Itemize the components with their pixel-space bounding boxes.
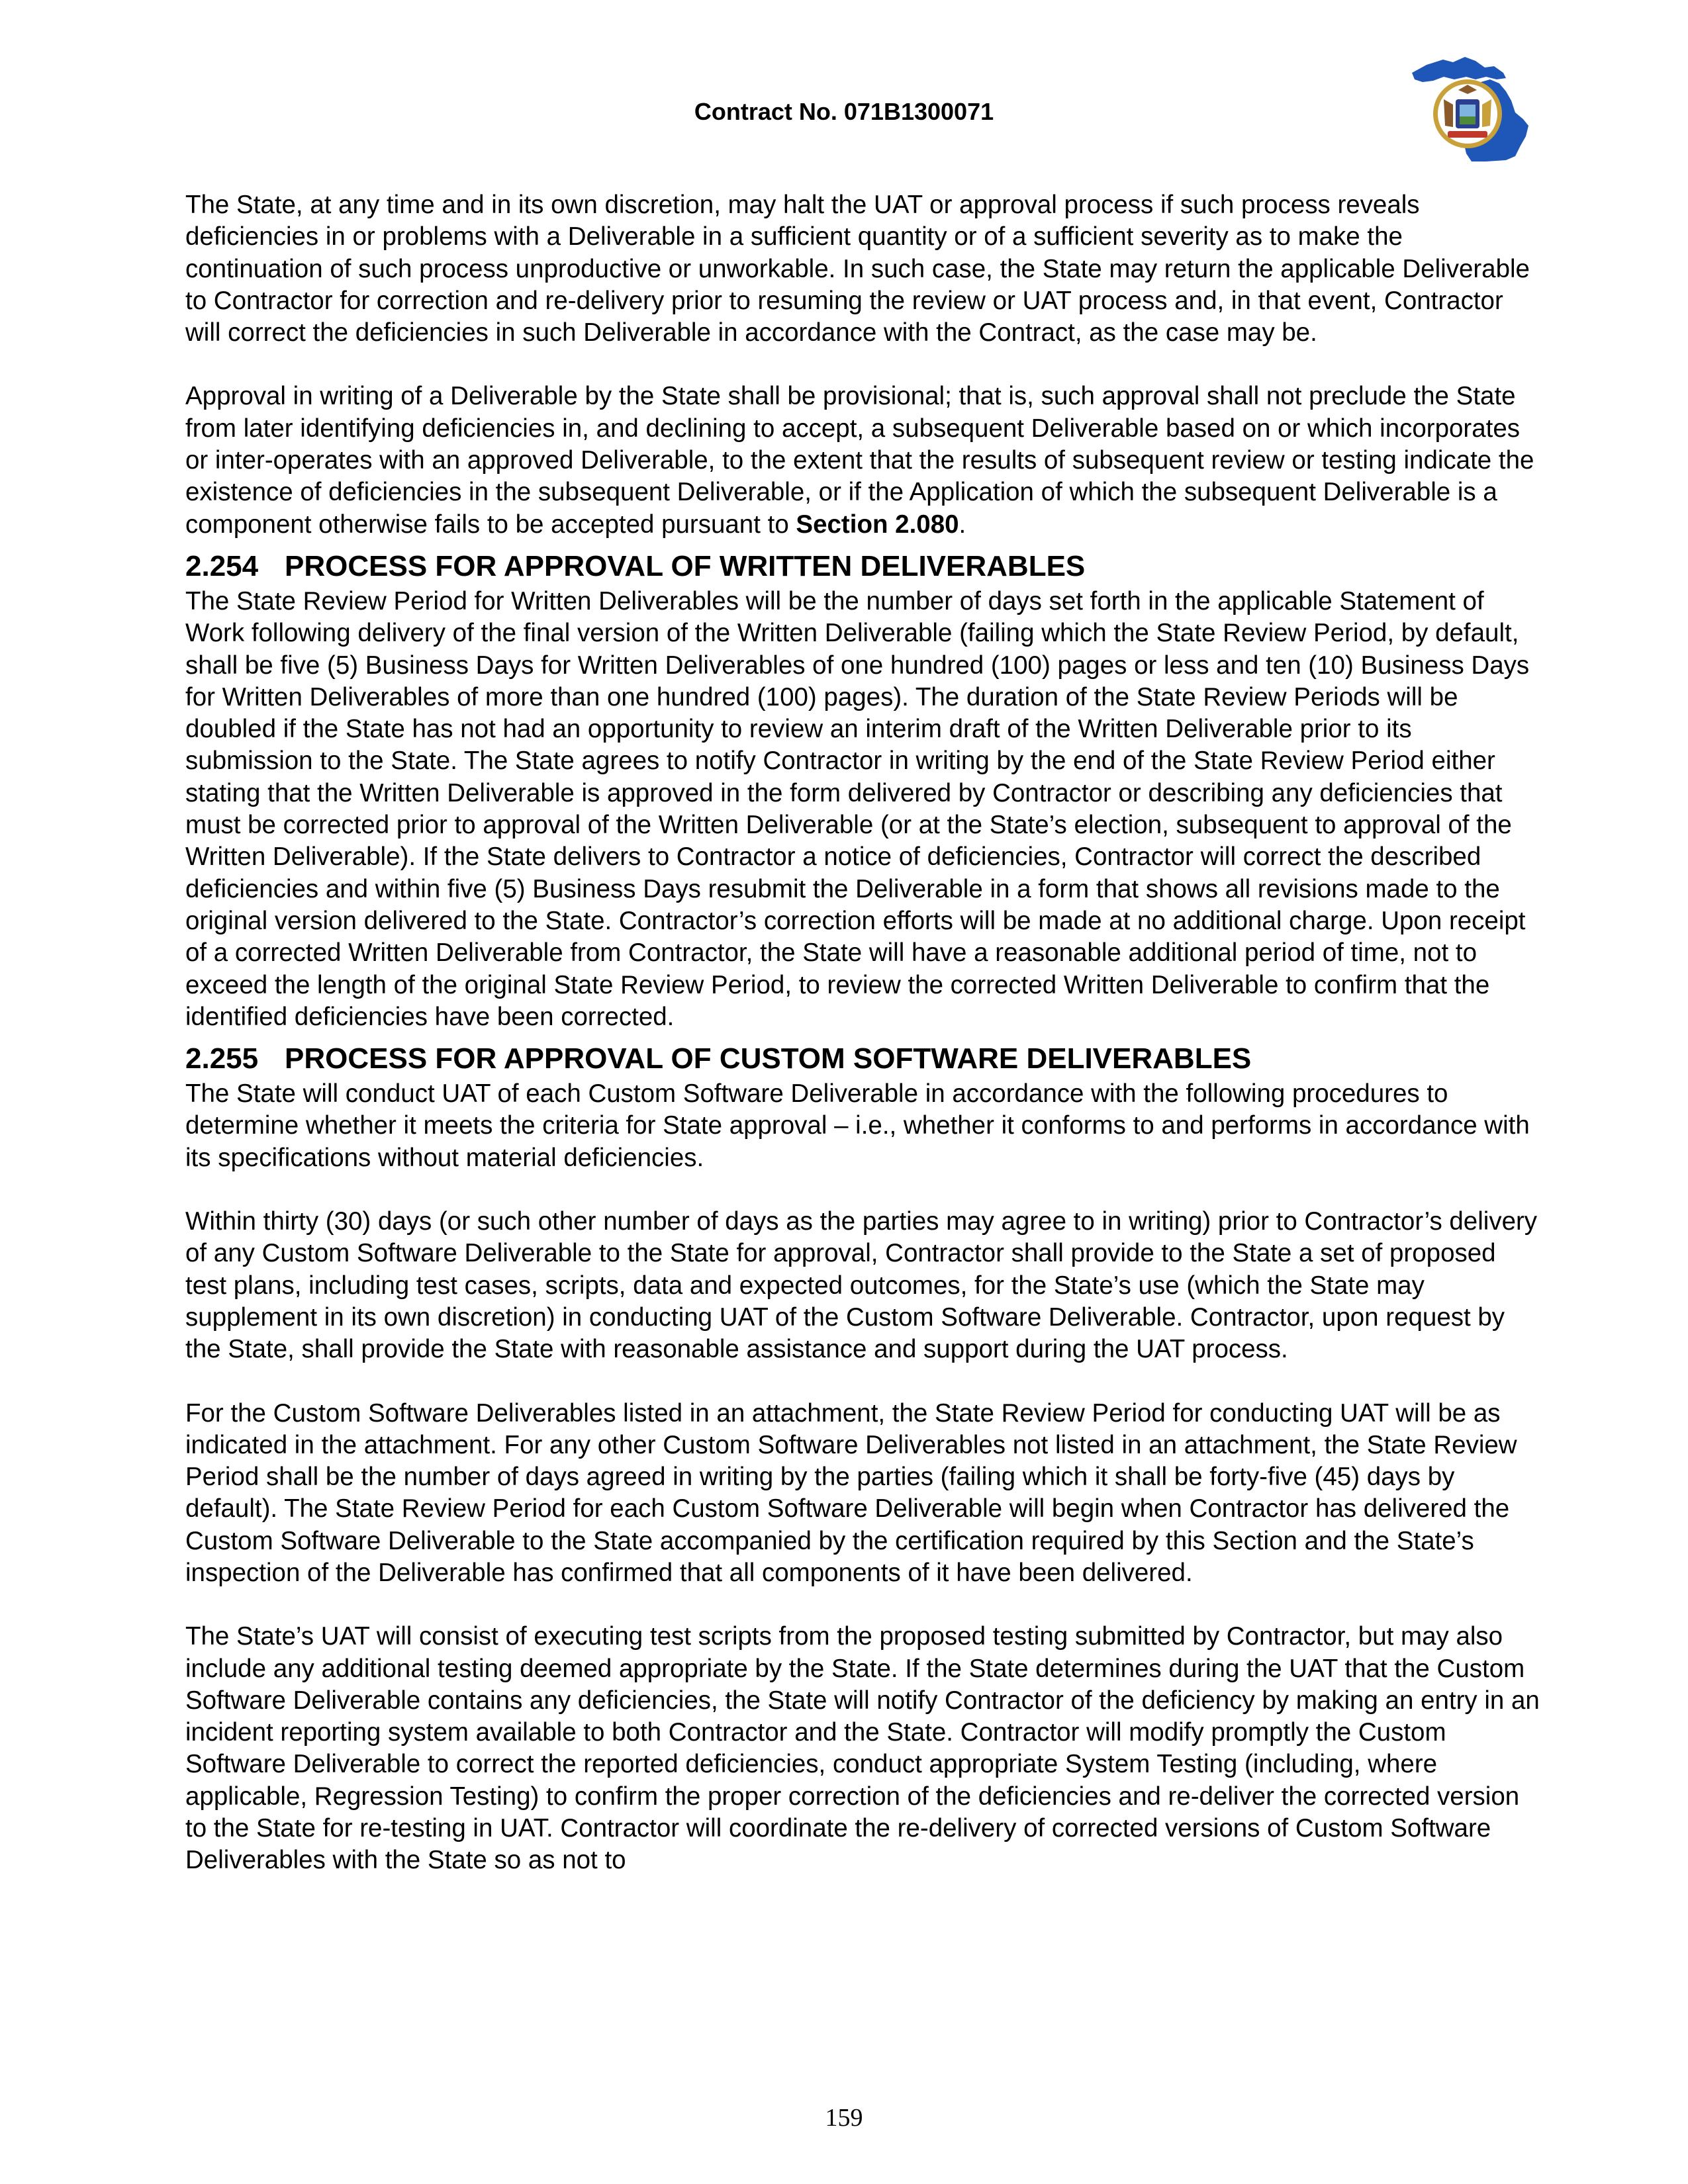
paragraph-uat-conduct: The State will conduct UAT of each Custom Software Deliverable in accordance with the following procedures to determine whether it meets the criteria for State approval – i.e., whether it conforms to and performs in accordance with its specifications without material deficiencies. xyxy=(185,1079,1530,1172)
section-number: 2.254 xyxy=(185,549,259,582)
paragraph-written-deliverables: The State Review Period for Written Deliverables will be the number of days set forth in the applicable Statement of Work following delivery of the final version of the Written Deliverable (failing which the State Review Period, by default, shall be five (5) Business Days for Written Deliverables of one hundred (100) pages or less and ten (10) Business Days for Written Deliverables of more than one hundred (100) pages). The duration of the State Review Periods will be doubled if the State has not had an opportunity to review an interim draft of the Written Deliverable prior to its submission to the State. The State agrees to notify Contractor in writing by the end of the State Review Period either stating that the Written Deliverable is approved in the form delivered by Contractor or describing any deficiencies that must be corrected prior to approval of the Written Deliverable (or at the State’s election, subsequent to approval of the Written Deliverable). If the State delivers to Contractor a notice of deficiencies, Contractor will correct the described deficiencies and within five (5) Business Days resubmit the Deliverable in a form that shows all revisions made to the original version delivered to the State. Contractor’s correction efforts will be made at no additional charge. Upon receipt of a corrected Written Deliverable from Contractor, the State will have a reasonable additional period of time, not to exceed the length of the original State Review Period, to review the corrected Written Deliverable to confirm that the identified deficiencies have been corrected. xyxy=(185,586,1530,1031)
paragraph-uat-halt: The State, at any time and in its own discretion, may halt the UAT or approval process if such process reveals deficiencies in or problems with a Deliverable in a sufficient quantity or of a sufficient severity as to make the continuation of such process unproductive or unworkable. In such case, the State may return the applicable Deliverable to Contractor for correction and re-delivery prior to resuming the review or UAT process and, in that event, Contractor will correct the deficiencies in such Deliverable in accordance with the Contract, as the case may be. xyxy=(185,191,1530,347)
document-body xyxy=(185,189,1542,1877)
section-heading-2-255 xyxy=(185,1041,1542,1077)
paragraph-test-plans: Within thirty (30) days (or such other number of days as the parties may agree to in writing) prior to Contractor’s delivery of any Custom Software Deliverable to the State for approval, Contractor shall provide to the State a set of proposed test plans, including test cases, scripts, data and expected outcomes, for the State’s use (which the State may supplement in its own discretion) in conducting UAT of the Custom Software Deliverable. Contractor, upon request by the State, shall provide the State with reasonable assistance and support during the UAT process. xyxy=(185,1207,1538,1364)
section-reference: Section 2.080 xyxy=(796,510,959,539)
contract-number-header: Contract No. 071B1300071 xyxy=(694,98,994,125)
section-heading-2-254 xyxy=(185,549,1542,584)
paragraph-provisional-approval-text: Approval in writing of a Deliverable by the State shall be provisional; that is, such approval shall not preclude the State from later identifying deficiencies in, and declining to accept, a subsequent Deliverable based on or which incorporates or inter-operates with an approved Deliverable, to the extent that the results of subsequent review or testing indicate the existence of deficiencies in the subsequent Deliverable, or if the Application of which the subsequent Deliverable is a component otherwise fails to be accepted pursuant to xyxy=(185,382,1534,539)
paragraph-provisional-approval-end: . xyxy=(959,510,966,539)
page-number: 159 xyxy=(825,2104,863,2132)
paragraph-uat-execution: The State’s UAT will consist of executing test scripts from the proposed testing submitted by Contractor, but may also include any additional testing deemed appropriate by the State. If the State determines during the UAT that the Custom Software Deliverable contains any deficiencies, the State will notify Contractor of the deficiency by making an entry in an incident reporting system available to both Contractor and the State. Contractor will modify promptly the Custom Software Deliverable to correct the reported deficiencies, conduct appropriate System Testing (including, where applicable, Regression Testing) to confirm the proper correction of the deficiencies and re-deliver the corrected version to the State for re-testing in UAT. Contractor will coordinate the re-delivery of corrected versions of Custom Software Deliverables with the State so as not to xyxy=(185,1622,1540,1875)
section-title: PROCESS FOR APPROVAL OF CUSTOM SOFTWARE DELIVERABLES xyxy=(285,1042,1252,1075)
paragraph-provisional-approval xyxy=(185,381,1542,540)
michigan-state-seal-icon xyxy=(1407,53,1532,165)
section-title: PROCESS FOR APPROVAL OF WRITTEN DELIVERABLES xyxy=(285,549,1086,582)
section-number: 2.255 xyxy=(185,1042,259,1075)
paragraph-review-period: For the Custom Software Deliverables listed in an attachment, the State Review Period for conducting UAT will be as indicated in the attachment. For any other Custom Software Deliverables not listed in an attachment, the State Review Period shall be the number of days agreed in writing by the parties (failing which it shall be forty-five (45) days by default). The State Review Period for each Custom Software Deliverable will begin when Contractor has delivered the Custom Software Deliverable to the State accompanied by the certification required by this Section and the State’s inspection of the Deliverable has confirmed that all components of it have been delivered. xyxy=(185,1398,1517,1587)
